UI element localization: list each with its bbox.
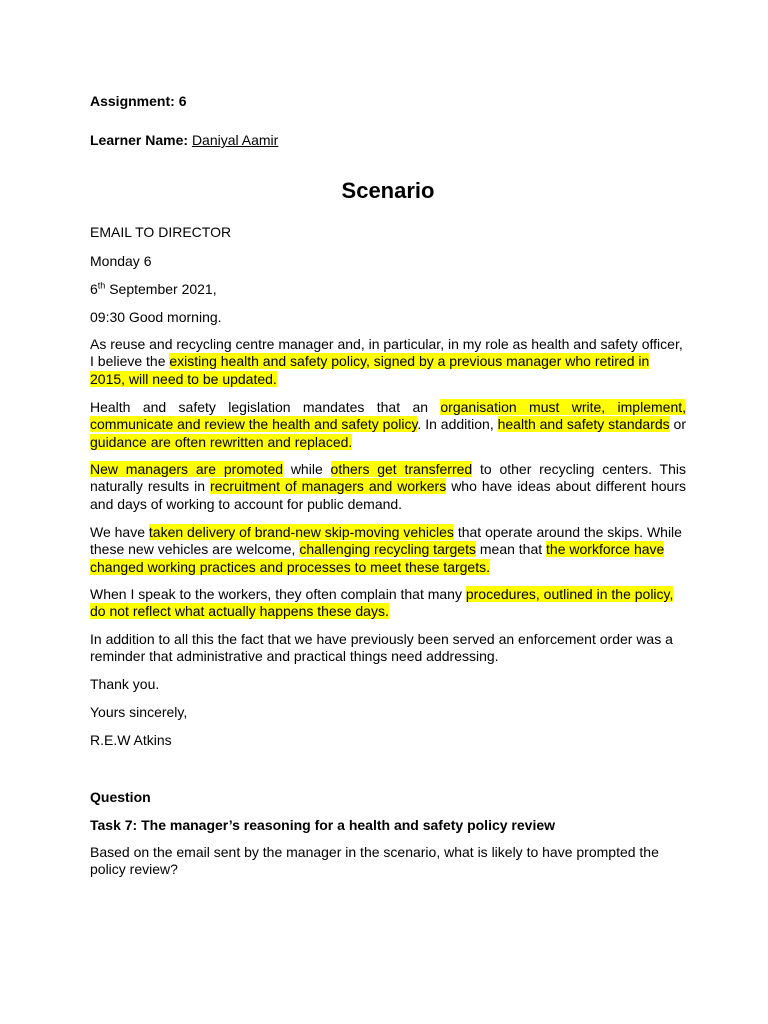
text-segment: When I speak to the workers, they often complain that many xyxy=(90,586,466,602)
highlighted-text: procedures, outlined in the policy, do not reflect what actually happens these days. xyxy=(90,586,674,620)
email-date xyxy=(90,281,686,298)
highlighted-text: guidance are often rewritten and replaced. xyxy=(90,433,353,450)
email-thanks: Thank you. xyxy=(90,676,160,692)
assignment-number: 6 xyxy=(178,93,187,109)
email-signature: R.E.W Atkins xyxy=(90,732,172,748)
date-number: 6 xyxy=(90,281,98,297)
learner-name: Daniyal Aamir xyxy=(191,132,279,148)
highlighted-text: recruitment of managers and workers xyxy=(209,478,447,495)
paragraph-2 xyxy=(90,399,686,451)
email-heading: EMAIL TO DIRECTOR xyxy=(90,224,232,240)
text-segment: . In addition, xyxy=(417,416,498,433)
text-segment: As reuse and recycling centre manager and, in particular, in my role as health and safety officer, I believe the xyxy=(90,336,683,370)
highlighted-text: New managers are promoted xyxy=(90,461,284,477)
learner-line xyxy=(90,131,278,149)
paragraph-6: In addition to all this the fact that we have previously been served an enforcement order was a reminder that administrative and practical things need addressing. xyxy=(90,631,673,665)
text-segment: Health and safety legislation mandates that an xyxy=(90,399,441,415)
email-greeting: 09:30 Good morning. xyxy=(90,309,222,325)
text-segment: that operate around the skips. While these new vehicles are welcome, xyxy=(90,524,682,558)
highlighted-text: taken delivery of brand-new skip-moving vehicles xyxy=(148,524,454,540)
text-segment: who have ideas about different hours and days of working to account for public demand. xyxy=(90,478,686,512)
highlighted-text: existing health and safety policy, signed by a previous manager who retired in 2015, will need to be updated. xyxy=(90,353,650,387)
date-ordinal: th xyxy=(97,280,106,291)
text-segment: to other recycling centers. This naturally results in xyxy=(90,461,686,495)
task-heading: Task 7: The manager’s reasoning for a health and safety policy review xyxy=(90,817,556,833)
page-title: Scenario xyxy=(341,178,435,203)
paragraph-3 xyxy=(90,461,686,513)
assignment-label: Assignment: xyxy=(90,93,175,109)
highlighted-text: others get transferred xyxy=(330,461,473,477)
text-segment: mean that xyxy=(475,541,547,558)
paragraph-4 xyxy=(90,524,686,576)
assignment-line xyxy=(90,92,186,110)
question-heading: Question xyxy=(90,789,151,805)
email-signoff: Yours sincerely, xyxy=(90,704,188,720)
text-segment: We have xyxy=(90,524,149,540)
paragraph-5 xyxy=(90,586,686,621)
highlighted-text: organisation must write, implement, communicate and review the health and safety policy xyxy=(90,399,687,433)
highlighted-text: health and safety standards xyxy=(497,416,670,433)
paragraph-1 xyxy=(90,336,686,388)
date-rest: September 2021, xyxy=(105,281,217,297)
text-segment: while xyxy=(283,461,331,477)
highlighted-text: challenging recycling targets xyxy=(299,541,476,558)
text-segment: or xyxy=(669,416,686,433)
question-body: Based on the email sent by the manager in the scenario, what is likely to have prompted the policy review? xyxy=(90,844,659,878)
learner-label: Learner Name: xyxy=(90,132,189,148)
email-day: Monday 6 xyxy=(90,253,152,269)
highlighted-text: the workforce have changed working practices and processes to meet these targets. xyxy=(90,541,665,575)
